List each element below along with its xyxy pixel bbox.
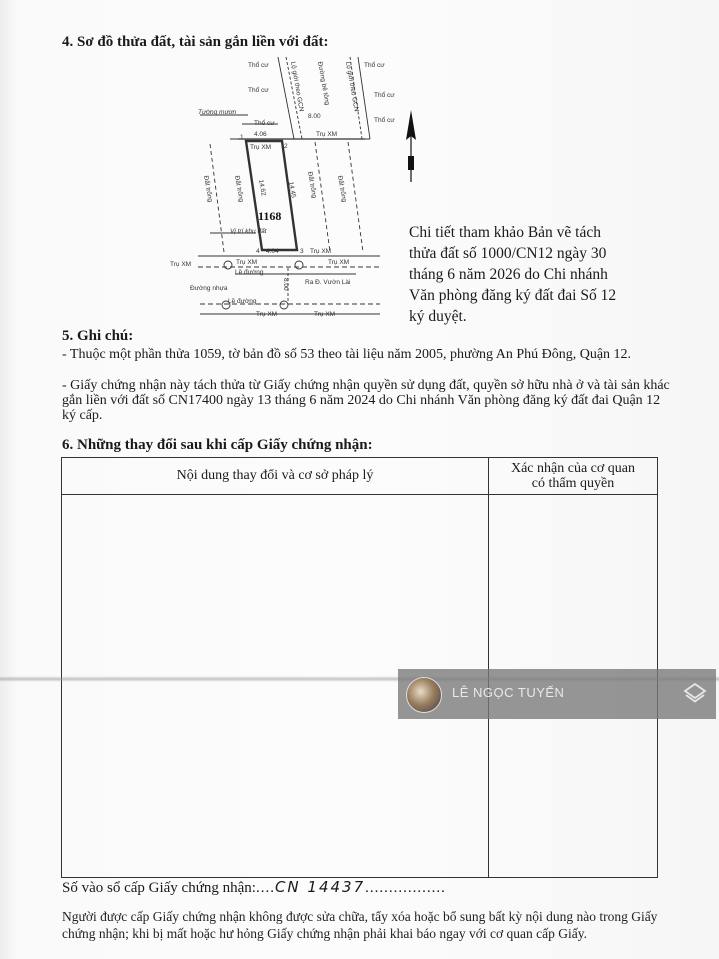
label-tho-cu-4: Thổ cư	[374, 92, 395, 99]
watermark-name: LÊ NGỌC TUYẾN	[452, 685, 565, 700]
registry-number: CN 14437	[274, 878, 366, 896]
watermark-avatar	[406, 677, 442, 713]
registry-label: Số vào sổ cấp Giấy chứng nhận:	[62, 880, 256, 896]
label-le-theo-gcn-right: Lộ giới theo GCN	[344, 61, 360, 113]
label-dim-8-bottom: 8.00	[282, 278, 289, 291]
label-dat-trong-3: Đất trống	[306, 171, 318, 199]
note-item: - Thuộc một phần thửa 1059, tờ bản đồ số 53 theo tài liệu năm 2005, phường An Phú Đông, Quận 12.	[62, 347, 632, 362]
label-dat-trong-2: Đất trống	[233, 175, 245, 203]
parcel-number: 1168	[258, 209, 282, 223]
registry-dots-after: .................	[365, 880, 446, 896]
label-tru-xm-7: Trụ XM	[256, 311, 278, 318]
label-duong-be-tong: Đường bê tông	[316, 61, 331, 106]
watermark-banner	[398, 669, 716, 719]
label-tho-cu-6: Thổ cư	[374, 117, 395, 124]
north-arrow-icon	[404, 110, 418, 190]
label-tho-cu-1: Thổ cư	[248, 62, 269, 69]
note-item: - Giấy chứng nhận này tách thửa từ Giấy chứng nhận quyền sử dụng đất, quyền sở hữu nhà ở và tài sản khác gắn liền với đất số CN17400 ngày 13 tháng 6 năm 2024 do Chi nhánh Văn phòng đăng ký đất đai Quận 12 ký cấp.	[62, 378, 670, 423]
parcel-sketch	[160, 52, 410, 324]
label-tuong-muon: Tường mượn	[198, 109, 237, 116]
label-le-theo-gcn-left: Lộ giới theo GCN	[289, 61, 305, 113]
label-tho-cu-3: Thổ cư	[364, 62, 385, 69]
authority-header-line2: có thẩm quyền	[531, 476, 615, 491]
label-tru-xm-2: Trụ XM	[250, 144, 272, 151]
registry-dots-before: ....	[255, 880, 275, 896]
label-ra-duong: Ra Đ. Vườn Lài	[305, 279, 351, 286]
label-dat-trong-1: Đất trống	[202, 175, 214, 203]
label-duong-nhua: Đường nhựa	[190, 285, 228, 292]
label-le-duong-2: Lề đường	[228, 298, 257, 305]
label-dim-8-top: 8.00	[308, 113, 321, 120]
label-dat-trong-4: Đất trống	[336, 175, 348, 203]
label-le-duong-1: Lề đường	[235, 269, 264, 276]
label-tru-xm-5: Trụ XM	[236, 259, 258, 266]
authority-header-line1: Xác nhận của cơ quan	[510, 461, 635, 476]
label-vertex-3: 3	[300, 248, 304, 255]
label-dim-4-04: 4.04	[266, 248, 279, 255]
registry-line	[62, 878, 446, 897]
label-tru-xm-1: Trụ XM	[316, 131, 338, 138]
footer-notice: Người được cấp Giấy chứng nhận không được sửa chữa, tẩy xóa hoặc bổ sung bất kỳ nội dung nào trong Giấy chứng nhận; khi bị mất hoặc hư hỏng Giấy chứng nhận phải khai báo ngay với cơ quan cấp Giấy.	[62, 909, 658, 941]
label-dim-4-06: 4.06	[254, 131, 267, 138]
section-5-title: 5. Ghi chú:	[62, 328, 134, 344]
label-vi-tri-khu-dat: Vị trí khu đất	[230, 228, 267, 235]
label-tru-xm-4: Trụ XM	[170, 261, 192, 268]
changes-content-header: Nội dung thay đổi và cơ sở pháp lý	[62, 458, 489, 495]
label-vertex-2: 2	[284, 143, 288, 150]
label-dim-14-45: 14.45	[287, 181, 297, 199]
label-tho-cu-2: Thổ cư	[248, 87, 269, 94]
label-vertex-1: 1	[240, 134, 244, 141]
label-tru-xm-3: Trụ XM	[310, 248, 332, 255]
label-dim-14-62: 14.62	[257, 179, 267, 197]
section-4-title: 4. Sơ đồ thửa đất, tài sản gắn liền với đất:	[62, 34, 329, 50]
authority-confirmation-header	[489, 458, 658, 495]
label-tho-cu-5: Thổ cư	[254, 120, 275, 127]
label-tru-xm-8: Trụ XM	[314, 311, 336, 318]
layers-logo-icon	[682, 681, 708, 707]
changes-table	[61, 457, 658, 878]
label-tru-xm-6: Trụ XM	[328, 259, 350, 266]
section-6-title: 6. Những thay đổi sau khi cấp Giấy chứng nhận:	[62, 437, 373, 453]
sketch-reference-text: Chi tiết tham khảo Bản vẽ tách thửa đất số 1000/CN12 ngày 30 tháng 6 năm 2026 do Chi nhánh Văn phòng đăng ký đất đai Số 12 ký duyệt.	[409, 224, 617, 325]
label-vertex-4: 4	[256, 248, 260, 255]
